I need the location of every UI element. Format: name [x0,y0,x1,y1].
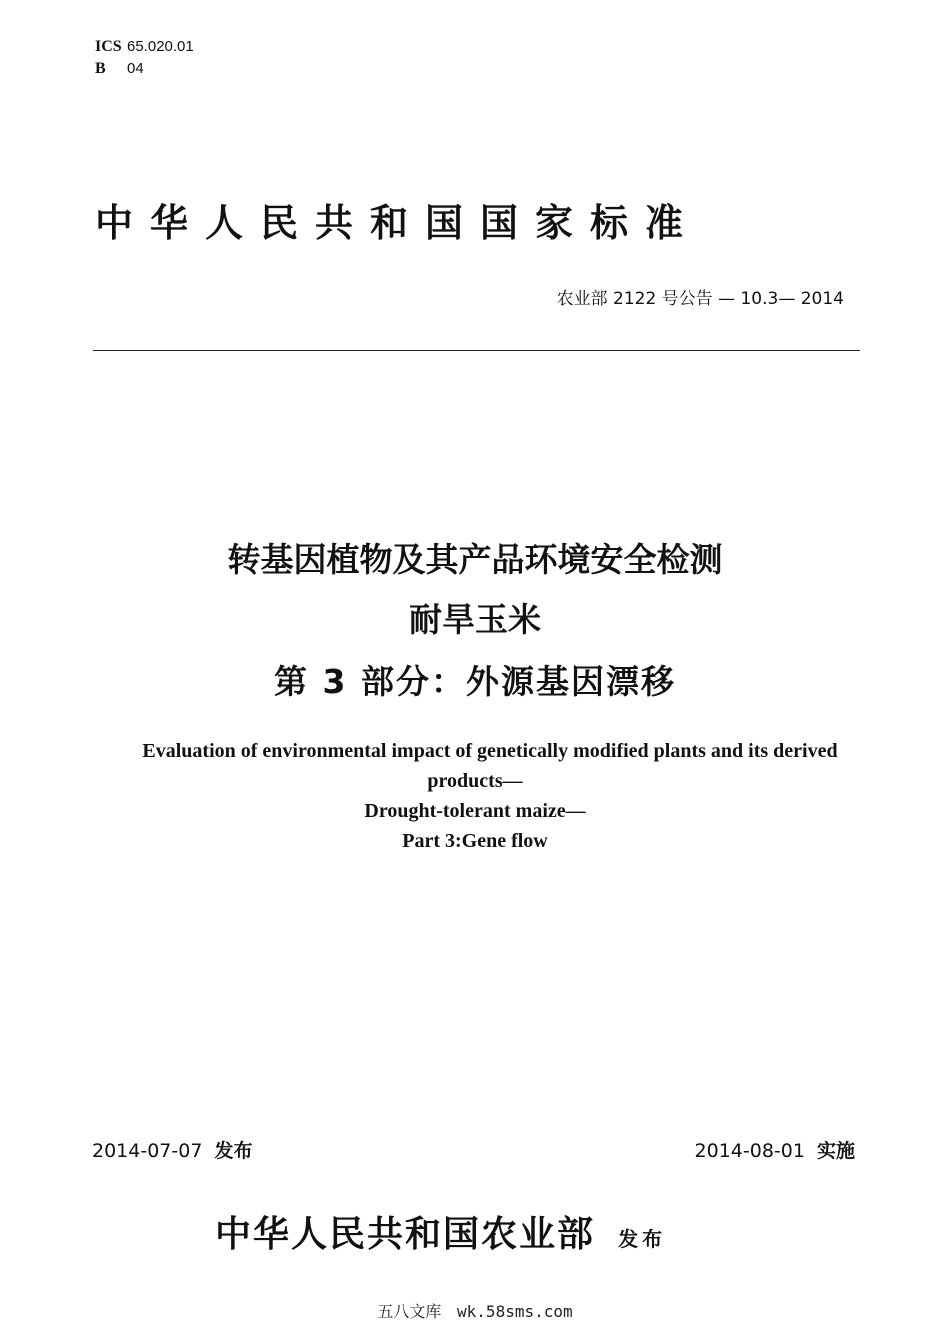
title-en-line1: Evaluation of environmental impact of genetically modified plants and its derived [142,740,838,762]
implement-date: 2014-08-01 [694,1140,805,1162]
ccs-code-row [95,58,194,80]
national-standard-title: 中华人民共和国国家标准 [95,200,701,245]
watermark-site: 五八文库 [377,1302,442,1321]
title-en-line4: Part 3:Gene flow [402,830,548,852]
classification-codes [95,36,194,80]
issuer-action: 发布 [618,1227,667,1251]
title-en-line3: Drought-tolerant maize— [364,800,586,822]
issuing-authority [215,1206,666,1257]
issue-date-row [92,1136,252,1163]
issuer-org: 中华人民共和国农业部 [215,1213,596,1255]
ics-code: 65.020.01 [127,38,194,55]
issue-date: 2014-07-07 [92,1140,203,1162]
issue-label: 发布 [214,1140,253,1162]
implement-label: 实施 [816,1140,855,1162]
ics-code-row [95,36,194,58]
header-divider [93,350,860,351]
ccs-label: B [95,60,106,77]
implement-date-row [695,1136,855,1163]
standard-number: 农业部 2122 号公告 — 10.3— 2014 [556,289,844,309]
watermark [0,1299,950,1322]
title-en-line2: products— [427,770,523,792]
title-cn-line2: 耐旱玉米 [409,600,541,639]
ccs-code: 04 [127,60,144,77]
watermark-url: wk.58sms.com [457,1302,573,1321]
title-cn-line3: 第 3 部分：外源基因漂移 [274,662,676,701]
ics-label: ICS [95,38,122,55]
title-cn-line1: 转基因植物及其产品环境安全检测 [227,540,723,579]
